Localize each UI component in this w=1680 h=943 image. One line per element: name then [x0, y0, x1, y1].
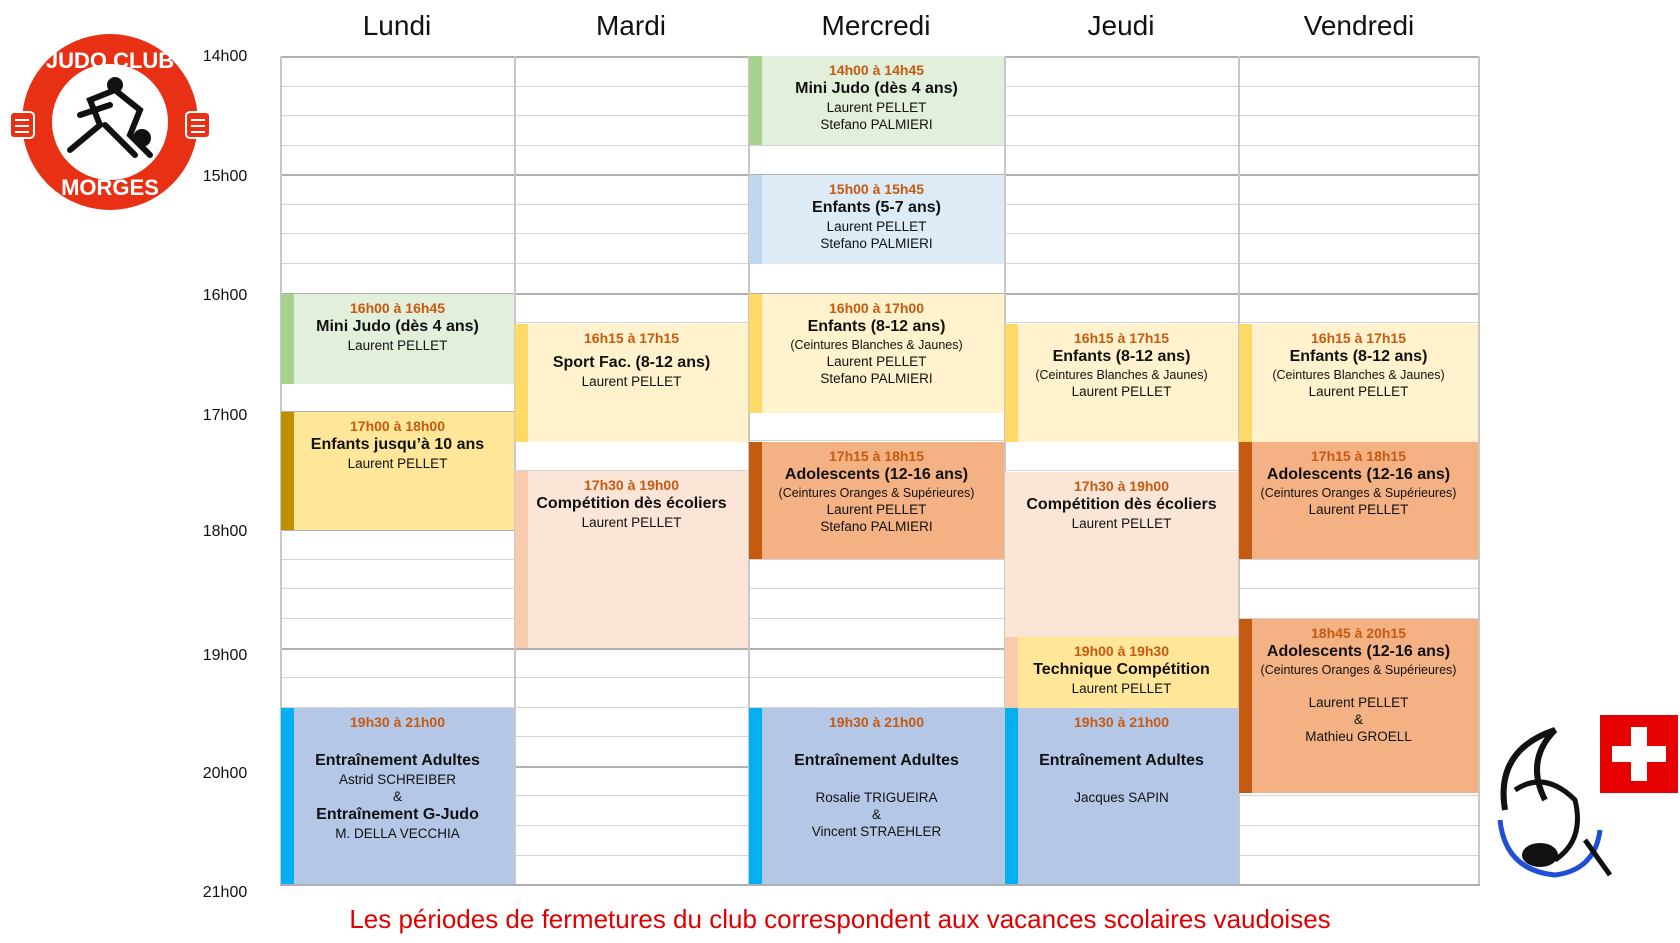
session-color-bar — [1239, 442, 1252, 559]
session-coach: Laurent PELLET — [347, 338, 448, 353]
day-header-mardi: Mardi — [595, 10, 666, 41]
session-coach: Astrid SCHREIBER — [338, 772, 457, 787]
session-title: Enfants (8-12 ans) — [1052, 348, 1191, 365]
day-header-jeudi: Jeudi — [1087, 10, 1155, 41]
session-title: Mini Judo (dès 4 ans) — [795, 80, 958, 97]
session-color-bar — [515, 471, 528, 648]
quarter-gridline — [280, 588, 1480, 589]
session-time: 15h00 à 15h45 — [829, 181, 924, 197]
session-time: 17h30 à 19h00 — [584, 477, 679, 493]
session-coach: Rosalie TRIGUEIRA — [815, 790, 938, 805]
session-subtitle: (Ceintures Oranges & Supérieures) — [1260, 486, 1457, 500]
schedule-grid — [280, 56, 1480, 884]
session-time: 16h15 à 17h15 — [1311, 330, 1406, 346]
session-color-bar — [1239, 619, 1252, 793]
session-time: 18h45 à 20h15 — [1311, 625, 1406, 641]
session-time: 16h15 à 17h15 — [1074, 330, 1169, 346]
session-color-bar — [1005, 637, 1018, 708]
session-coach: Laurent PELLET — [581, 374, 682, 389]
session-coach: Laurent PELLET — [826, 354, 927, 369]
day-header-mercredi: Mercredi — [821, 10, 931, 41]
session-title: Enfants (8-12 ans) — [807, 318, 946, 335]
session-subtitle: (Ceintures Blanches & Jaunes) — [790, 338, 963, 352]
session-mercredi-adolescents — [749, 442, 1004, 559]
session-coach: Laurent PELLET — [1308, 695, 1409, 710]
session-vendredi-enfants-8-12 — [1239, 324, 1478, 442]
session-title: Enfants jusqu’à 10 ans — [310, 436, 485, 453]
session-color-bar — [281, 294, 294, 384]
session-coach: Vincent STRAEHLER — [811, 824, 942, 839]
session-title: Entraînement Adultes — [315, 752, 480, 769]
session-jeudi-competition — [1005, 472, 1238, 637]
session-jeudi-technique — [1005, 637, 1238, 708]
footer-notice: Les périodes de fermetures du club correspondent aux vacances scolaires vaudoises — [349, 904, 1331, 934]
session-title: Enfants (5-7 ans) — [812, 199, 941, 216]
session-ampersand: & — [871, 807, 881, 822]
session-ampersand: & — [392, 789, 402, 804]
session-color-bar — [749, 56, 762, 145]
session-color-bar — [749, 708, 762, 884]
time-label-16h: 16h00 — [202, 287, 248, 304]
session-mercredi-enfants-5-7 — [749, 175, 1004, 264]
session-title: Compétition dès écoliers — [536, 495, 727, 512]
session-jeudi-enfants-8-12 — [1005, 324, 1238, 442]
session-title-2: Entraînement G-Judo — [316, 806, 479, 823]
session-time: 17h15 à 18h15 — [829, 448, 924, 464]
session-time: 16h00 à 17h00 — [829, 300, 924, 316]
session-time: 17h15 à 18h15 — [1311, 448, 1406, 464]
session-jeudi-adultes — [1005, 708, 1238, 884]
session-subtitle: (Ceintures Blanches & Jaunes) — [1035, 368, 1208, 382]
session-subtitle: (Ceintures Blanches & Jaunes) — [1272, 368, 1445, 382]
session-coach: Laurent PELLET — [347, 456, 448, 471]
session-color-bar — [1239, 324, 1252, 442]
session-mercredi-enfants-8-12 — [749, 294, 1004, 413]
session-coach: Mathieu GROELL — [1305, 729, 1412, 744]
column-divider — [1478, 56, 1480, 884]
time-label-19h: 19h00 — [202, 647, 248, 664]
day-header-vendredi: Vendredi — [1303, 10, 1415, 41]
session-time: 19h30 à 21h00 — [350, 714, 445, 730]
session-color-bar — [749, 294, 762, 413]
session-coach: Laurent PELLET — [1071, 516, 1172, 531]
session-title: Entraînement Adultes — [794, 752, 959, 769]
session-coach: Jacques SAPIN — [1074, 790, 1169, 805]
session-color-bar — [281, 708, 294, 884]
time-label-15h: 15h00 — [202, 168, 248, 185]
session-title: Technique Compétition — [1033, 661, 1210, 678]
time-label-18h: 18h00 — [202, 523, 248, 540]
session-title: Sport Fac. (8-12 ans) — [552, 354, 711, 371]
time-label-17h: 17h00 — [202, 407, 248, 424]
session-lundi-mini-judo — [281, 294, 514, 384]
session-title: Enfants (8-12 ans) — [1289, 348, 1428, 365]
session-time: 19h00 à 19h30 — [1074, 643, 1169, 659]
session-subtitle: (Ceintures Oranges & Supérieures) — [1260, 663, 1457, 677]
session-subtitle: (Ceintures Oranges & Supérieures) — [778, 486, 975, 500]
judo-club-morges-logo — [10, 30, 210, 215]
time-label-20h: 20h00 — [202, 765, 248, 782]
session-time: 17h00 à 18h00 — [350, 418, 445, 434]
session-coach: Laurent PELLET — [1308, 384, 1409, 399]
session-coach: Laurent PELLET — [1071, 681, 1172, 696]
session-time: 14h00 à 14h45 — [829, 62, 924, 78]
logo-text-bottom: MORGES — [61, 175, 159, 200]
session-time: 17h30 à 19h00 — [1074, 478, 1169, 494]
session-mercredi-adultes — [749, 708, 1004, 884]
time-label-21h: 21h00 — [202, 884, 248, 901]
session-coach: Laurent PELLET — [826, 502, 927, 517]
session-coach: Laurent PELLET — [826, 219, 927, 234]
session-vendredi-adolescents-1 — [1239, 442, 1478, 559]
session-color-bar — [749, 442, 762, 559]
session-lundi-adultes — [281, 708, 514, 884]
session-time: 16h00 à 16h45 — [350, 300, 445, 316]
session-title: Adolescents (12-16 ans) — [1266, 643, 1451, 660]
session-mercredi-mini-judo — [749, 56, 1004, 145]
session-coach: M. DELLA VECCHIA — [335, 826, 460, 841]
session-title: Adolescents (12-16 ans) — [1266, 466, 1451, 483]
session-lundi-enfants — [281, 412, 514, 530]
session-vendredi-adolescents-2 — [1239, 619, 1478, 793]
session-coach: Laurent PELLET — [1308, 502, 1409, 517]
session-title: Mini Judo (dès 4 ans) — [316, 318, 479, 335]
day-header-lundi: Lundi — [362, 10, 432, 41]
session-coach: Stefano PALMIERI — [820, 236, 933, 251]
session-color-bar — [1005, 324, 1018, 442]
session-title: Adolescents (12-16 ans) — [784, 466, 969, 483]
session-color-bar — [281, 412, 294, 530]
session-title: Compétition dès écoliers — [1026, 496, 1217, 513]
session-color-bar — [515, 324, 528, 442]
session-coach: Laurent PELLET — [1071, 384, 1172, 399]
session-mardi-sport-fac — [515, 324, 748, 442]
session-coach: Laurent PELLET — [581, 515, 682, 530]
session-coach: Laurent PELLET — [826, 100, 927, 115]
session-time: 19h30 à 21h00 — [1074, 714, 1169, 730]
session-coach: Stefano PALMIERI — [820, 117, 933, 132]
logo-text-top: JUDO CLUB — [45, 48, 175, 73]
session-time: 19h30 à 21h00 — [829, 714, 924, 730]
time-label-14h: 14h00 — [202, 48, 248, 65]
session-coach: Stefano PALMIERI — [820, 371, 933, 386]
session-color-bar — [1005, 708, 1018, 884]
session-title: Entraînement Adultes — [1039, 752, 1204, 769]
session-time: 16h15 à 17h15 — [584, 330, 679, 346]
session-mardi-competition — [515, 471, 748, 648]
swiss-judo-logo — [1485, 690, 1680, 895]
session-coach: Stefano PALMIERI — [820, 519, 933, 534]
session-color-bar — [749, 175, 762, 264]
session-ampersand: & — [1353, 712, 1363, 727]
hour-gridline — [280, 884, 1480, 886]
column-divider — [514, 56, 516, 884]
